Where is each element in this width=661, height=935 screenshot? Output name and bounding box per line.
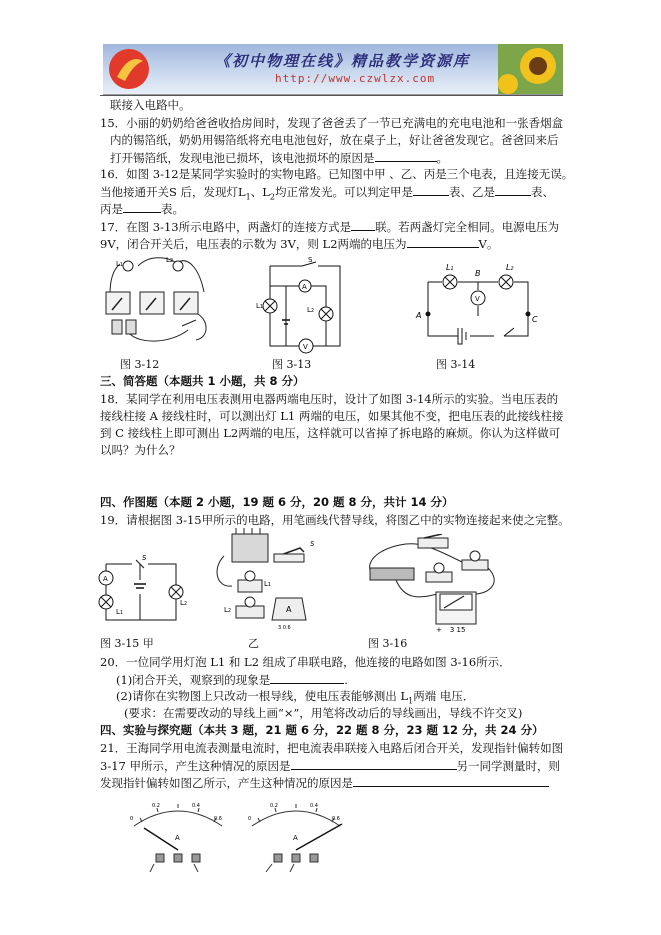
meter-a-tick-3: 0.6 <box>214 816 222 822</box>
fig314-l2-label: L2 <box>506 263 514 272</box>
figure-3-15-a <box>96 550 196 632</box>
q20-part2: (2)请你在实物图上只改动一根导线，使电压表能够测出 $L_1$两端 电压． <box>116 689 475 706</box>
fig316-caption: 图 3-16 <box>368 637 408 650</box>
fig316-terminals: + 3 15 <box>436 626 466 634</box>
site-logo <box>107 47 151 91</box>
fig312-label-l1: L1 <box>116 260 124 268</box>
figure-3-14 <box>408 256 548 346</box>
fig314-l1-label: L1 <box>446 263 454 272</box>
fig315-l2-label: L2 <box>180 599 188 607</box>
fig314-b-label: B <box>475 269 481 278</box>
q20-line1: 20．一位同学用灯泡 L1 和 L2 组成了串联电路，他连接的电路如图 3-16所示． <box>100 655 511 669</box>
fig314-caption: 图 3-14 <box>436 358 476 371</box>
header-banner <box>103 44 563 95</box>
fig313-switch-label: S <box>308 256 313 264</box>
q15-line2: 内的锡箔纸，奶奶用锡箔纸将充电电池包好，放在桌子上，好让爸爸发现它。爸爸回来后 <box>110 133 559 147</box>
header-title: 《初中物理在线》精品教学资源库 <box>215 52 471 70</box>
section-3-heading: 三、简答题（本题共 1 小题，共 8 分） <box>100 374 305 388</box>
fig314-voltmeter-label: V <box>475 295 480 303</box>
section-5-heading: 四、实验与探究题（本共 3 题，21 题 6 分，22 题 8 分，23 题 12 分，共 24 分） <box>100 723 544 737</box>
q20-note: (要求：在需要改动的导线上画“×”，用笔将改动后的导线画出，导线不许交叉) <box>124 706 523 720</box>
fig314-a-label: A <box>416 311 422 320</box>
q18-line4: 以吗？为什么？ <box>100 443 181 457</box>
fig315b-terminal-labels: 3 0.6 <box>278 625 291 631</box>
fig313-ammeter-label: A <box>302 283 307 291</box>
figure-3-17-b <box>246 800 346 872</box>
header-url: http://www.czwlzx.com <box>275 72 436 85</box>
fig312-caption: 图 3-12 <box>120 358 160 371</box>
meter-b-tick-1: 0.2 <box>270 803 278 809</box>
q15-line3: 打开锡箔纸，发现电池已损坏，该电池损坏的原因是 。 <box>110 151 448 165</box>
fig315-l1-label: L1 <box>116 608 124 616</box>
fig313-caption: 图 3-13 <box>272 358 312 371</box>
fig315-switch-label: S <box>142 554 147 562</box>
fig315-caption: 图 3-15 甲 <box>100 637 154 650</box>
meter-b-tick-0: 0 <box>248 816 252 822</box>
q21-line2: 3-17 甲所示，产生这种情况的原因是 另一同学测量时，则 <box>100 759 560 773</box>
figure-3-16 <box>366 534 506 636</box>
section-4-heading: 四、作图题（本题 2 小题，19 题 6 分，20 题 8 分，共计 14 分） <box>100 495 454 509</box>
figure-3-12 <box>100 252 220 352</box>
q17-line1: 17．在图 3-13所示电路中，两盏灯的连接方式是 联。若两盏灯完全相同。电源电压为 <box>100 220 560 234</box>
fig315b-caption: 乙 <box>248 637 259 650</box>
q16-line3: 丙是 表。 <box>100 202 184 216</box>
meter-b-unit: A <box>293 834 298 842</box>
q18-line2: 接线柱接 A 接线柱时，可以测出灯 L1 两端的电压，如果其他不变，把电压表的此接线柱接 <box>100 409 564 423</box>
header-separator <box>100 95 563 96</box>
fig315-ammeter-label: A <box>103 575 108 583</box>
line-continued: 联接入电路中。 <box>110 98 191 112</box>
meter-a-unit: A <box>175 834 180 842</box>
meter-b-tick-2: 0.4 <box>310 803 318 809</box>
fig315b-switch-label: S <box>310 540 315 548</box>
q19-line1: 19．请根据图 3-15甲所示的电路，用笔画线代替导线，将图乙中的实物连接起来使之完整。 <box>100 513 570 527</box>
q16-line1: 16．如图 3-12是某同学实验时的实物电路。已知图中甲 、乙、丙是三个电表，且连接无误。 <box>100 167 574 181</box>
q16-line2: 当他接通开关S 后，发现灯$L_1$、$L_2$均正常发光。可以判定甲是 表、乙是 表、 <box>100 185 554 202</box>
fig314-c-label: C <box>532 315 538 324</box>
fig312-label-l2: L2 <box>166 256 174 264</box>
meter-a-tick-0: 0 <box>130 816 134 822</box>
fig315b-l2-label: L2 <box>224 606 232 614</box>
figure-3-17-a <box>128 800 228 872</box>
fig315b-l1-label: L1 <box>264 580 272 588</box>
sunflower-image <box>498 44 563 94</box>
q20-part1: (1)闭合开关，观察到的现象是 . <box>116 673 348 687</box>
q18-line1: 18．某同学在利用电压表测用电器两端电压时，设计了如图 3-14所示的实验。当电压表的 <box>100 392 559 406</box>
figure-3-15-b <box>210 528 320 636</box>
fig313-voltmeter-label: V <box>303 343 308 351</box>
meter-b-tick-3: 0.6 <box>332 816 340 822</box>
q17-line2: 9V，闭合开关后，电压表的示数为 3V，则 L2两端的电压为 V。 <box>100 237 499 251</box>
q21-line3: 发现指针偏转如图乙所示，产生这种情况的原因是 <box>100 774 549 792</box>
fig313-l2-label: L2 <box>307 306 315 314</box>
fig313-l1-label: L1 <box>256 302 264 310</box>
q18-line3: 到 C 接线柱上即可测出 L2两端的电压，这样就可以省掉了拆电路的麻烦。你认为这样做可 <box>100 426 561 440</box>
fig315b-ammeter-label: A <box>286 605 292 614</box>
q15-line1: 15．小丽的奶奶给爸爸收拾房间时，发现了爸爸丢了一节已充满电的充电电池和一张香烟盒 <box>100 116 564 130</box>
q21-line1: 21．王海同学用电流表测量电流时，把电流表串联接入电路后闭合开关，发现指针偏转如图 <box>100 741 564 755</box>
meter-a-tick-2: 0.4 <box>192 803 200 809</box>
figure-3-13 <box>256 256 346 356</box>
meter-a-tick-1: 0.2 <box>152 803 160 809</box>
